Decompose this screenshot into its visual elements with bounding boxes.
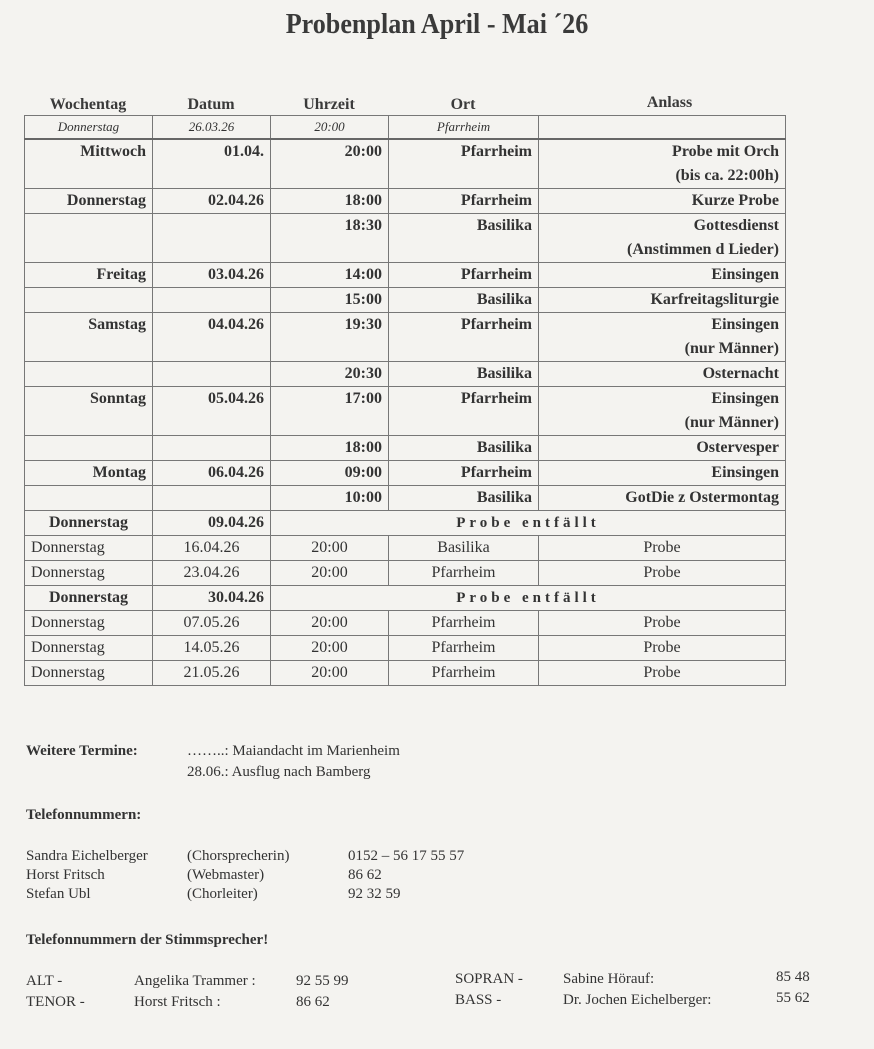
cell-time: 17:00: [271, 387, 389, 436]
cell-time: 20:00: [271, 661, 389, 686]
cell-date: 09.04.26: [153, 511, 271, 536]
voice-tenor-name: Horst Fritsch :: [134, 994, 221, 1010]
cell-occasion: [539, 116, 786, 140]
col-header-weekday: Wochentag: [49, 96, 127, 113]
cell-date: 26.03.26: [153, 116, 271, 140]
phone-name: Stefan Ubl: [26, 886, 91, 902]
occasion-line: Gottesdienst: [693, 217, 779, 234]
voice-sopran-number: 85 48: [776, 969, 810, 985]
cell-place: Pfarrheim: [389, 263, 539, 288]
cell-occasion: [539, 288, 786, 313]
occasion-line-2: (nur Männer): [684, 414, 779, 431]
cell-time: 20:00: [271, 561, 389, 586]
cell-place: Pfarrheim: [389, 387, 539, 436]
cell-date: 04.04.26: [153, 313, 271, 362]
occasion-line-2: (nur Männer): [684, 340, 779, 357]
voice-tenor: TENOR -: [26, 994, 85, 1010]
cell-date: [153, 486, 271, 511]
cell-occasion: [539, 362, 786, 387]
cell-occasion: [539, 436, 786, 461]
cell-time: 19:30: [271, 313, 389, 362]
cell-time: 14:00: [271, 263, 389, 288]
col-header-time: Uhrzeit: [303, 96, 355, 113]
voice-bass-name: Dr. Jochen Eichelberger:: [563, 992, 712, 1008]
col-header-date: Datum: [187, 96, 235, 113]
cell-occasion: [539, 214, 786, 263]
cell-place: Basilika: [389, 486, 539, 511]
phone-role: (Chorleiter): [187, 886, 258, 902]
voice-sopran: SOPRAN -: [455, 971, 523, 987]
cell-place: Pfarrheim: [389, 461, 539, 486]
cell-weekday: Donnerstag: [25, 189, 153, 214]
cell-date: 07.05.26: [153, 611, 271, 636]
cell-date: 03.04.26: [153, 263, 271, 288]
cell-occasion: [539, 461, 786, 486]
phone-role: (Chorsprecherin): [187, 848, 290, 864]
voice-tenor-number: 86 62: [296, 994, 330, 1010]
voice-bass: BASS -: [455, 992, 502, 1008]
occasion-line: Einsingen: [711, 316, 779, 333]
schedule-table: [24, 115, 786, 686]
cell-date: 16.04.26: [153, 536, 271, 561]
cell-weekday: Donnerstag: [25, 536, 153, 561]
cell-occasion: [539, 263, 786, 288]
page-title: Probenplan April - Mai ´26: [285, 8, 589, 40]
cell-weekday: Donnerstag: [25, 116, 153, 140]
cell-date: 30.04.26: [153, 586, 271, 611]
cell-date: 01.04.: [153, 139, 271, 189]
cell-occasion: [539, 387, 786, 436]
table-row: [25, 461, 786, 486]
voice-alt: ALT -: [26, 973, 63, 989]
table-row: [25, 263, 786, 288]
cell-place: Pfarrheim: [389, 561, 539, 586]
cell-date: 21.05.26: [153, 661, 271, 686]
cell-place: Basilika: [389, 288, 539, 313]
cell-time: 20:00: [271, 636, 389, 661]
cell-weekday: Samstag: [25, 313, 153, 362]
table-row: [25, 139, 786, 189]
table-row: [25, 387, 786, 436]
table-row: [25, 536, 786, 561]
cell-date: [153, 288, 271, 313]
cell-occasion: Probe: [539, 661, 786, 686]
cell-weekday: [25, 214, 153, 263]
cell-occasion: Probe: [539, 611, 786, 636]
cell-time: 18:00: [271, 436, 389, 461]
cell-weekday: [25, 288, 153, 313]
cell-weekday: Montag: [25, 461, 153, 486]
voice-bass-number: 55 62: [776, 990, 810, 1006]
occasion-line: Probe mit Orch: [672, 143, 779, 160]
voice-alt-number: 92 55 99: [296, 973, 349, 989]
cell-occasion: [539, 139, 786, 189]
cell-date: 23.04.26: [153, 561, 271, 586]
occasion-line-2: (Anstimmen d Lieder): [627, 241, 779, 258]
table-row: [25, 486, 786, 511]
cell-occasion: Probe: [539, 636, 786, 661]
cell-place: Pfarrheim: [389, 611, 539, 636]
cell-weekday: [25, 362, 153, 387]
cell-occasion: Probe: [539, 561, 786, 586]
col-header-occasion: Anlass: [646, 94, 693, 111]
phone-role: (Webmaster): [187, 867, 265, 883]
cell-date: 14.05.26: [153, 636, 271, 661]
cell-time: 18:30: [271, 214, 389, 263]
occasion-line: Karfreitagsliturgie: [650, 291, 779, 308]
table-row: [25, 561, 786, 586]
further-date-item: 28.06.: Ausflug nach Bamberg: [187, 764, 371, 780]
cell-weekday: Donnerstag: [25, 611, 153, 636]
cell-weekday: Mittwoch: [25, 139, 153, 189]
further-date-item: ……..: Maiandacht im Marienheim: [187, 743, 400, 759]
cell-weekday: Donnerstag: [25, 511, 153, 536]
table-row: [25, 116, 786, 140]
cell-weekday: Donnerstag: [25, 636, 153, 661]
table-row: [25, 189, 786, 214]
further-dates-label: Weitere Termine:: [26, 743, 138, 759]
table-row: [25, 636, 786, 661]
table-row: [25, 661, 786, 686]
cell-weekday: Donnerstag: [25, 561, 153, 586]
cell-time: 20:00: [271, 116, 389, 140]
cell-place: Basilika: [389, 362, 539, 387]
cell-time: 20:00: [271, 536, 389, 561]
cell-time: 18:00: [271, 189, 389, 214]
cell-weekday: [25, 486, 153, 511]
phone-name: Horst Fritsch: [26, 867, 105, 883]
cell-occasion: [539, 486, 786, 511]
cell-weekday: Freitag: [25, 263, 153, 288]
occasion-line: Ostervesper: [696, 439, 779, 456]
cell-place: Basilika: [389, 436, 539, 461]
cell-place: Pfarrheim: [389, 313, 539, 362]
cell-cancel-message: Probe entfällt: [271, 586, 786, 611]
cell-weekday: Sonntag: [25, 387, 153, 436]
voice-phones-label: Telefonnummern der Stimmsprecher!: [26, 932, 269, 948]
cell-time: 20:00: [271, 139, 389, 189]
cell-occasion: Probe: [539, 536, 786, 561]
table-row: [25, 288, 786, 313]
table-row-cancelled: [25, 511, 786, 536]
occasion-line: Kurze Probe: [691, 192, 779, 209]
cell-date: [153, 362, 271, 387]
cell-time: 15:00: [271, 288, 389, 313]
cell-date: 06.04.26: [153, 461, 271, 486]
table-row-cancelled: [25, 586, 786, 611]
cell-weekday: Donnerstag: [25, 586, 153, 611]
cell-weekday: Donnerstag: [25, 661, 153, 686]
phone-number: 0152 – 56 17 55 57: [348, 848, 465, 864]
cell-cancel-message: Probe entfällt: [271, 511, 786, 536]
phone-number: 92 32 59: [348, 886, 401, 902]
cell-occasion: [539, 189, 786, 214]
occasion-line-2: (bis ca. 22:00h): [675, 167, 779, 184]
cell-weekday: [25, 436, 153, 461]
cell-date: [153, 436, 271, 461]
occasion-line: Einsingen: [711, 390, 779, 407]
phones-label: Telefonnummern:: [26, 807, 142, 823]
table-row: [25, 362, 786, 387]
cell-place: Pfarrheim: [389, 189, 539, 214]
table-row: [25, 436, 786, 461]
occasion-line: Einsingen: [711, 266, 779, 283]
occasion-line: GotDie z Ostermontag: [625, 489, 779, 506]
voice-sopran-name: Sabine Hörauf:: [563, 971, 655, 987]
phone-name: Sandra Eichelberger: [26, 848, 148, 864]
cell-place: Pfarrheim: [389, 661, 539, 686]
cell-place: Pfarrheim: [389, 116, 539, 140]
cell-time: 20:30: [271, 362, 389, 387]
table-row: [25, 611, 786, 636]
cell-occasion: [539, 313, 786, 362]
cell-time: 20:00: [271, 611, 389, 636]
cell-date: 02.04.26: [153, 189, 271, 214]
cell-date: 05.04.26: [153, 387, 271, 436]
col-header-place: Ort: [450, 96, 476, 113]
cell-place: Basilika: [389, 214, 539, 263]
occasion-line: Osternacht: [702, 365, 779, 382]
phone-number: 86 62: [348, 867, 382, 883]
voice-alt-name: Angelika Trammer :: [134, 973, 256, 989]
cell-place: Pfarrheim: [389, 139, 539, 189]
cell-place: Pfarrheim: [389, 636, 539, 661]
occasion-line: Einsingen: [711, 464, 779, 481]
cell-time: 10:00: [271, 486, 389, 511]
table-row: [25, 214, 786, 263]
cell-date: [153, 214, 271, 263]
table-row: [25, 313, 786, 362]
cell-time: 09:00: [271, 461, 389, 486]
cell-place: Basilika: [389, 536, 539, 561]
